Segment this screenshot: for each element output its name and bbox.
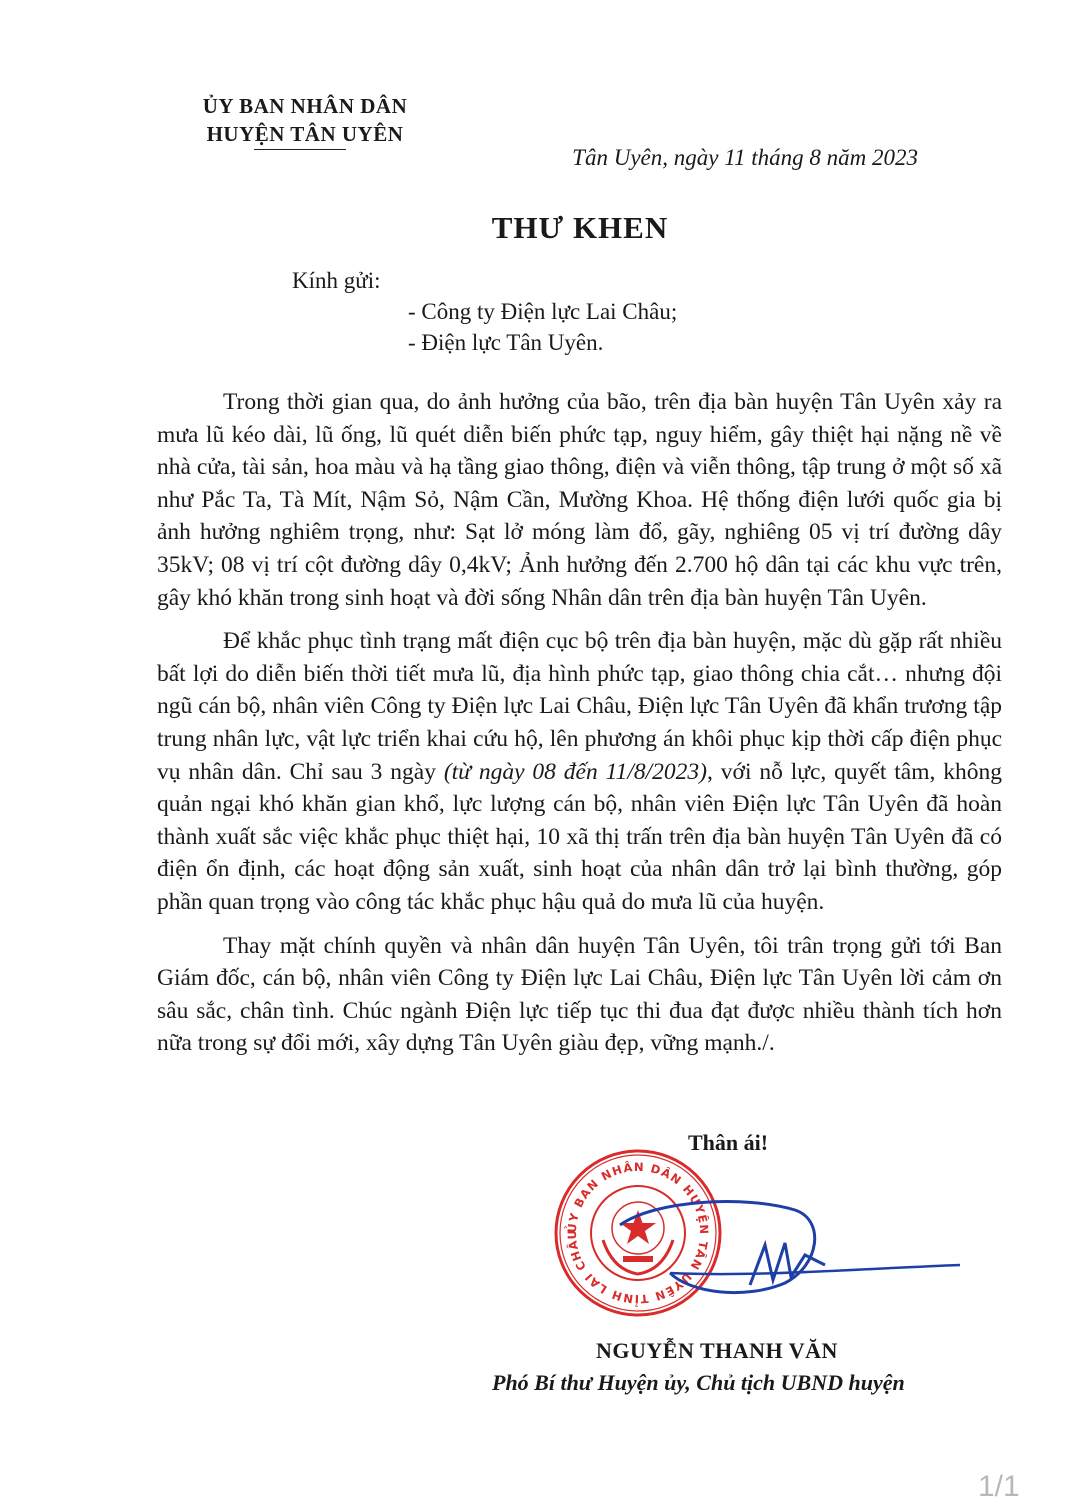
issuing-organization — [150, 92, 460, 148]
paragraph-2-text-a: Để khắc phục tình trạng mất điện cục bộ trên địa bàn huyện, mặc dù gặp rất nhiều bất lợi do diễn biến thời tiết mưa lũ, địa hình phức tạp, giao thông chia cắt… nhưng đội ngũ cán bộ, nhân viên Công ty Điện lực Lai Châu, Điện lực Tân Uyên đã khẩn trương tập trung nhân lực, vật lực triển khai cứu hộ, lên phương án khôi phục kịp thời cấp điện phục vụ nhân dân. Chỉ sau 3 ngày — [157, 628, 1002, 785]
paragraph-1: Trong thời gian qua, do ảnh hưởng của bão, trên địa bàn huyện Tân Uyên xảy ra mưa lũ kéo dài, lũ ống, lũ quét diễn biến phức tạp, nguy hiểm, gây thiệt hại nặng nề về nhà cửa, tài sản, hoa màu và hạ tầng giao thông, điện và viễn thông, tập trung ở một số xã như Pắc Ta, Tà Mít, Nậm Sỏ, Nậm Cần, Mường Khoa. Hệ thống điện lưới quốc gia bị ảnh hưởng nghiêm trọng, như: Sạt lở móng làm đổ, gãy, nghiêng 05 vị trí đường dây 35kV; 08 vị trí cột đường dây 0,4kV; Ảnh hưởng đến 2.700 hộ dân tại các khu vực trên, gây khó khăn trong sinh hoạt và đời sống Nhân dân trên địa bàn huyện Tân Uyên. — [157, 389, 1002, 611]
seal-text: ỦY BAN NHÂN DÂN HUYỆN TÂN UYÊN TỈNH LAI CHÂU — [564, 1159, 712, 1307]
closing-salutation: Thân ái! — [688, 1130, 769, 1155]
page-indicator: 1/1 — [978, 1470, 1020, 1503]
greeting: Kính gửi: — [292, 268, 381, 293]
signer-name: NGUYỄN THANH VĂN — [596, 1338, 838, 1363]
paragraph-2 — [157, 625, 1002, 918]
recipient-1: - Công ty Điện lực Lai Châu; — [408, 299, 678, 324]
signer-title: Phó Bí thư Huyện ủy, Chủ tịch UBND huyện — [492, 1370, 905, 1395]
paragraph-3: Thay mặt chính quyền và nhân dân huyện Tân Uyên, tôi trân trọng gửi tới Ban Giám đốc, cán bộ, nhân viên Công ty Điện lực Lai Châu, Điện lực Tân Uyên lời cảm ơn sâu sắc, chân tình. Chúc ngành Điện lực tiếp tục thi đua đạt được nhiều thành tích hơn nữa trong sự đổi mới, xây dựng Tân Uyên giàu đẹp, vững mạnh./. — [157, 932, 1002, 1057]
signature-icon — [595, 1165, 965, 1315]
document-date: Tân Uyên, ngày 11 tháng 8 năm 2023 — [572, 145, 918, 170]
letter-body — [157, 386, 1002, 1071]
recipient-2: - Điện lực Tân Uyên. — [408, 330, 604, 355]
paragraph-2-text-b: , với nỗ lực, quyết tâm, không quản ngại khó khăn gian khổ, lực lượng cán bộ, nhân viên Điện lực Tân Uyên đã hoàn thành xuất sắc việc khắc phục thiệt hại, 10 xã thị trấn trên địa bàn huyện Tân Uyên đã có điện ổn định, các hoạt động sản xuất, sinh hoạt của nhân dân trở lại bình thường, góp phần quan trọng vào công tác khắc phục hậu quả do mưa lũ của huyện. — [157, 758, 1002, 915]
paragraph-2-date-range: (từ ngày 08 đến 11/8/2023) — [443, 758, 708, 785]
document-title: THƯ KHEN — [491, 210, 669, 245]
org-line-2: HUYỆN TÂN UYÊN — [206, 122, 404, 146]
org-line-1: ỦY BAN NHÂN DÂN — [202, 94, 408, 118]
